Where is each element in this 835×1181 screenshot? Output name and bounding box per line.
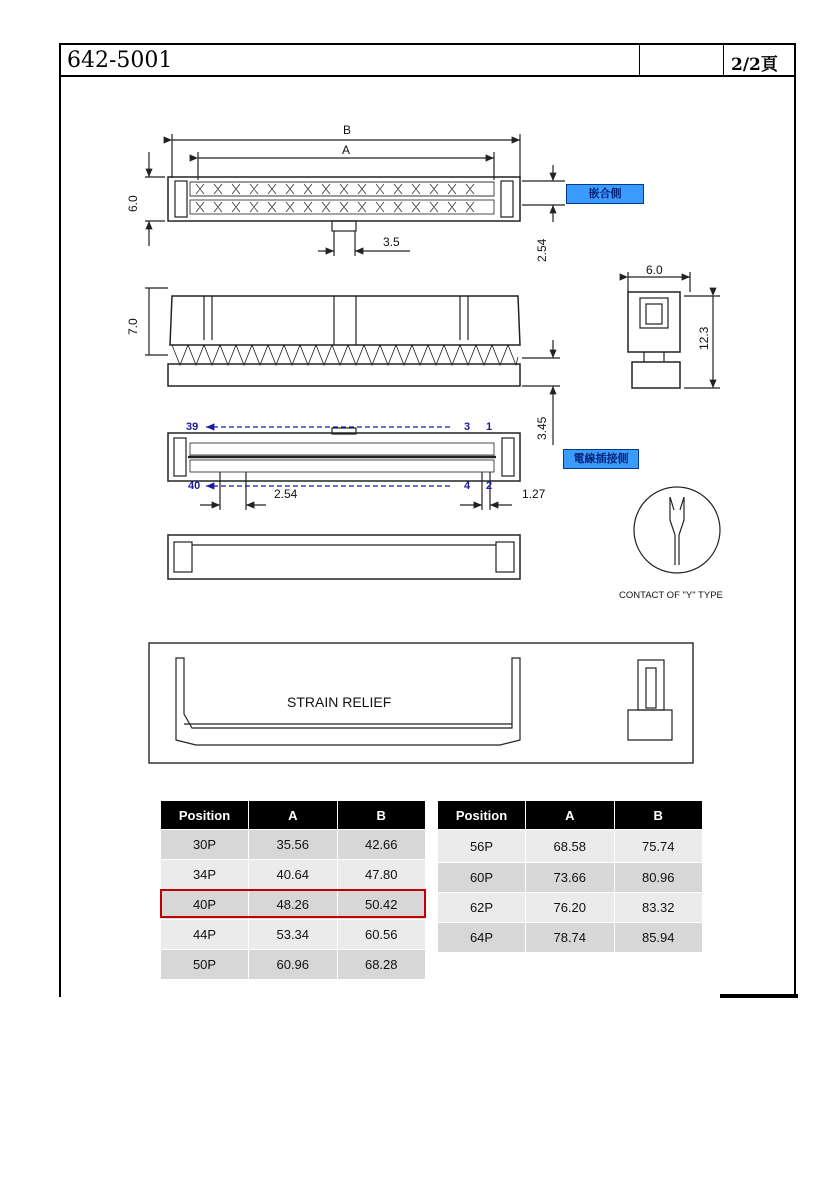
table-cell: 35.56 xyxy=(249,830,337,860)
front-view xyxy=(145,288,560,445)
table-cell: 62P xyxy=(438,893,526,923)
table-cell: 40P xyxy=(161,890,249,920)
table-row xyxy=(438,830,703,863)
highlighted-row-outline xyxy=(160,889,426,918)
dim-side-width: 6.0 xyxy=(646,263,663,277)
column-header: Position xyxy=(161,801,249,830)
column-header: B xyxy=(337,801,426,830)
table-cell: 42.66 xyxy=(337,830,426,860)
dim-b: B xyxy=(343,123,352,137)
table-cell: 60P xyxy=(438,863,526,893)
pin-label-4: 4 xyxy=(464,480,471,492)
table-cell: 44P xyxy=(161,920,249,950)
table-row xyxy=(161,920,426,950)
dim-height-7: 7.0 xyxy=(126,318,140,335)
dim-2-54-vertical: 2.54 xyxy=(535,238,549,262)
dimension-table-right xyxy=(437,800,703,953)
dim-2-54-horizontal: 2.54 xyxy=(274,487,298,501)
dim-1-27: 1.27 xyxy=(522,487,546,501)
table-cell: 60.96 xyxy=(249,950,337,980)
part-number: 642-5001 xyxy=(67,48,173,73)
dim-height-6: 6.0 xyxy=(126,195,140,212)
dim-side-height: 12.3 xyxy=(697,326,711,350)
table-cell: 73.66 xyxy=(526,863,614,893)
table-cell: 76.20 xyxy=(526,893,614,923)
table-row xyxy=(161,830,426,860)
strain-relief-drawing xyxy=(176,658,672,745)
mating-side-tag: 嵌合側 xyxy=(566,184,644,204)
table-cell: 68.58 xyxy=(526,830,614,863)
top-view xyxy=(145,134,565,256)
pin-label-2: 2 xyxy=(486,480,493,492)
pin-label-3: 3 xyxy=(464,421,471,433)
table-row xyxy=(438,893,703,923)
table-cell: 34P xyxy=(161,860,249,890)
table-cell: 53.34 xyxy=(249,920,337,950)
column-header: A xyxy=(526,801,614,830)
frame-corner-bar xyxy=(720,994,798,998)
dim-3-45: 3.45 xyxy=(535,416,549,440)
table-cell: 50P xyxy=(161,950,249,980)
rear-view xyxy=(168,535,520,579)
table-cell: 50.42 xyxy=(337,890,426,920)
table-cell: 78.74 xyxy=(526,923,614,953)
column-header: B xyxy=(614,801,703,830)
column-header: Position xyxy=(438,801,526,830)
table-cell: 56P xyxy=(438,830,526,863)
pin-label-1: 1 xyxy=(486,421,493,433)
table-cell: 47.80 xyxy=(337,860,426,890)
table-cell: 40.64 xyxy=(249,860,337,890)
contact-detail xyxy=(634,487,720,573)
table-cell: 60.56 xyxy=(337,920,426,950)
pin-label-39: 39 xyxy=(186,421,199,433)
page-number: 2/2頁 xyxy=(731,55,778,75)
table-cell: 83.32 xyxy=(614,893,703,923)
column-header: A xyxy=(249,801,337,830)
strain-relief-label: STRAIN RELIEF xyxy=(287,694,392,710)
table-row xyxy=(161,950,426,980)
table-row xyxy=(438,863,703,893)
table-cell: 64P xyxy=(438,923,526,953)
table-cell: 75.74 xyxy=(614,830,703,863)
table-cell: 85.94 xyxy=(614,923,703,953)
dim-a: A xyxy=(342,143,351,157)
table-row xyxy=(438,923,703,953)
table-row xyxy=(161,860,426,890)
contact-type-label: CONTACT OF "Y" TYPE xyxy=(619,590,723,601)
table-cell: 80.96 xyxy=(614,863,703,893)
table-cell: 30P xyxy=(161,830,249,860)
dim-3-5: 3.5 xyxy=(383,235,400,249)
table-cell: 68.28 xyxy=(337,950,426,980)
pin-label-40: 40 xyxy=(188,480,201,492)
bottom-view xyxy=(168,428,520,510)
cable-side-tag: 電線插接側 xyxy=(563,449,639,469)
table-cell: 48.26 xyxy=(249,890,337,920)
